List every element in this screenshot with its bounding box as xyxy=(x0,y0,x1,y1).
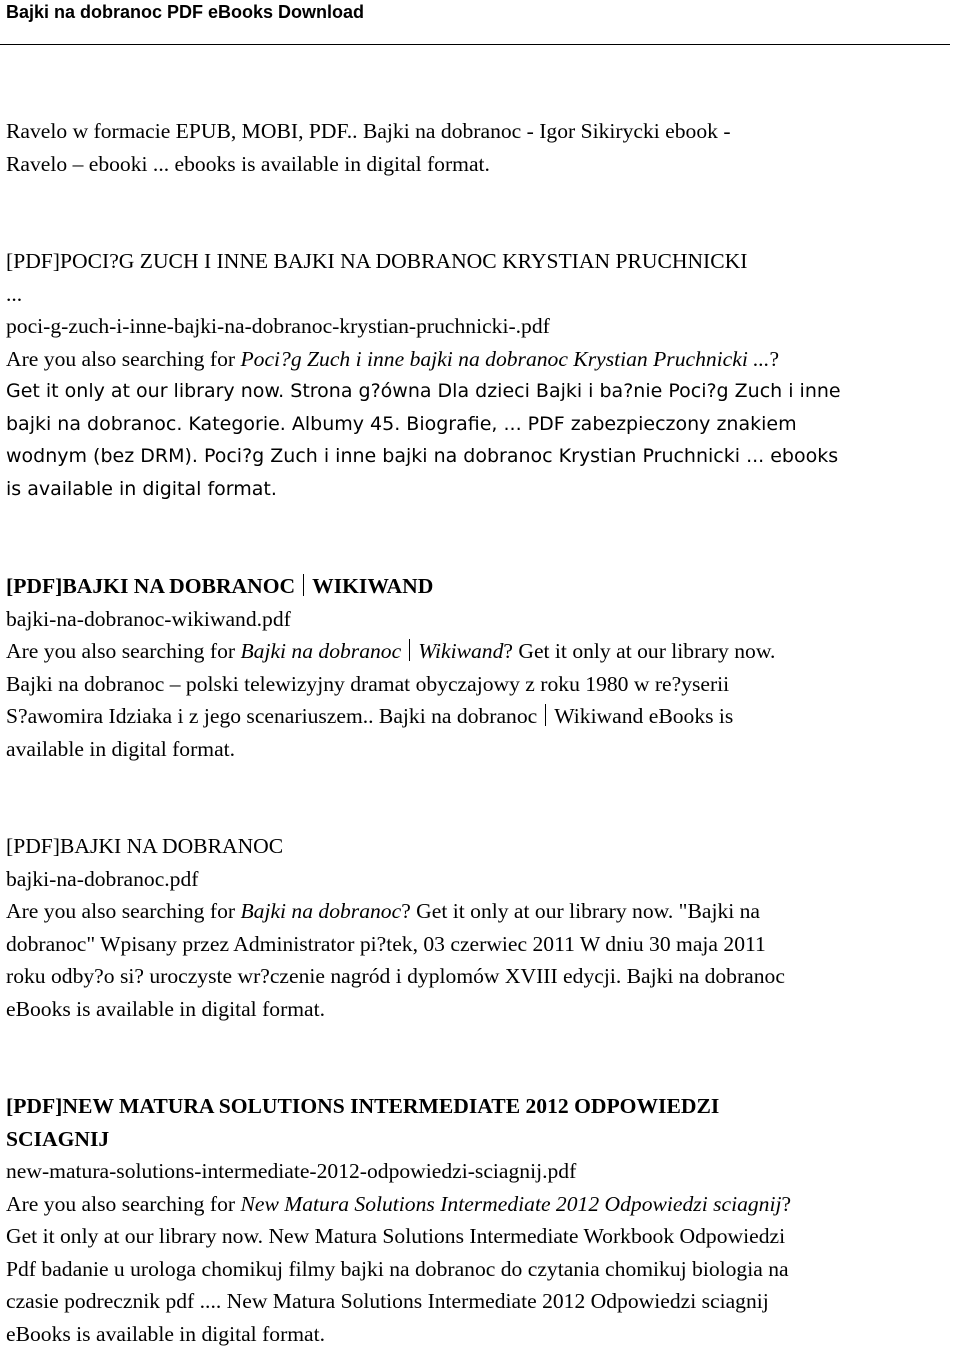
entry-search-line: Are you also searching for Poci?g Zuch i inne bajki na dobranoc Krystian Pruchnicki ...? xyxy=(6,346,780,371)
entry-description-line: eBooks is available in digital format. xyxy=(6,1321,326,1346)
entry-description-line: Get it only at our library now. Strona g?ówna Dla dzieci Bajki i ba?nie Poci?g Zuch i inne xyxy=(6,380,841,402)
separator-bar xyxy=(303,574,304,596)
separator-bar xyxy=(545,704,546,726)
page-header xyxy=(6,0,956,24)
entry-description-line: is available in digital format. xyxy=(6,477,277,500)
intro-paragraph xyxy=(6,115,956,180)
search-term: Bajki na dobranoc xyxy=(240,899,402,923)
intro-line: Ravelo – ebooki ... ebooks is available in digital format. xyxy=(6,151,490,176)
entry-title[interactable]: [PDF]BAJKI NA DOBRANOC WIKIWAND xyxy=(6,574,434,598)
entry-description-line: Pdf badanie u urologa chomikuj filmy bajki na dobranoc do czytania chomikuj biologia na xyxy=(6,1256,789,1281)
entry-bajki-wikiwand xyxy=(6,570,956,765)
entry-filename: bajki-na-dobranoc.pdf xyxy=(6,866,199,891)
entry-description-line: dobranoc" Wpisany przez Administrator pi?tek, 03 czerwiec 2011 W dniu 30 maja 2011 xyxy=(6,931,766,956)
entry-title[interactable]: [PDF]NEW MATURA SOLUTIONS INTERMEDIATE 2012 ODPOWIEDZI xyxy=(6,1094,720,1118)
entry-description-line: Get it only at our library now. New Matura Solutions Intermediate Workbook Odpowiedzi xyxy=(6,1224,786,1248)
page-title: Bajki na dobranoc PDF eBooks Download xyxy=(6,2,365,22)
entry-title-continued: SCIAGNIJ xyxy=(6,1126,110,1151)
entry-bajki-na-dobranoc xyxy=(6,830,956,1025)
entry-title-continued: ... xyxy=(6,281,23,306)
entry-title[interactable]: [PDF]POCI?G ZUCH I INNE BAJKI NA DOBRANOC KRYSTIAN PRUCHNICKI xyxy=(6,249,748,273)
entry-poci-g-zuch xyxy=(6,245,956,505)
entry-description-line: bajki na dobranoc. Kategorie. Albumy 45. Biografie, ... PDF zabezpieczony znakiem xyxy=(6,412,797,435)
entry-search-line: Are you also searching for Bajki na dobranoc Wikiwand? Get it only at our library now. xyxy=(6,639,776,663)
intro-line: Ravelo w formacie EPUB, MOBI, PDF.. Bajki na dobranoc - Igor Sikirycki ebook - xyxy=(6,119,731,143)
entry-search-line: Are you also searching for Bajki na dobranoc? Get it only at our library now. "Bajki na xyxy=(6,899,761,923)
entry-description-line: wodnym (bez DRM). Poci?g Zuch i inne bajki na dobranoc Krystian Pruchnicki ... ebooks xyxy=(6,445,839,467)
search-term: Poci?g Zuch i inne bajki na dobranoc Krystian Pruchnicki ... xyxy=(240,346,770,371)
entry-description-line: czasie podrecznik pdf .... New Matura Solutions Intermediate 2012 Odpowiedzi sciagnij xyxy=(6,1289,769,1313)
search-term: Wikiwand xyxy=(418,639,504,663)
entry-filename: poci-g-zuch-i-inne-bajki-na-dobranoc-krystian-pruchnicki-.pdf xyxy=(6,314,550,338)
entry-description-line: roku odby?o si? uroczyste wr?czenie nagród i dyplomów XVIII edycji. Bajki na dobranoc xyxy=(6,964,785,988)
search-term: New Matura Solutions Intermediate 2012 Odpowiedzi sciagnij xyxy=(240,1191,782,1216)
entry-description-line: Bajki na dobranoc – polski telewizyjny dramat obyczajowy z roku 1980 w re?yserii xyxy=(6,671,730,696)
document-body xyxy=(6,115,956,1350)
header-divider xyxy=(0,44,950,45)
entry-description-line: eBooks is available in digital format. xyxy=(6,996,326,1021)
search-term: Bajki na dobranoc xyxy=(240,639,402,663)
entry-search-line: Are you also searching for New Matura Solutions Intermediate 2012 Odpowiedzi sciagnij? xyxy=(6,1191,792,1216)
entry-description-line: available in digital format. xyxy=(6,736,236,761)
separator-bar xyxy=(409,639,410,661)
entry-new-matura xyxy=(6,1090,956,1350)
entry-filename: bajki-na-dobranoc-wikiwand.pdf xyxy=(6,606,291,631)
entry-description-line: S?awomira Idziaka i z jego scenariuszem.. Bajki na dobranoc Wikiwand eBooks is xyxy=(6,704,734,728)
entry-title[interactable]: [PDF]BAJKI NA DOBRANOC xyxy=(6,834,284,858)
entry-filename: new-matura-solutions-intermediate-2012-odpowiedzi-sciagnij.pdf xyxy=(6,1159,577,1183)
